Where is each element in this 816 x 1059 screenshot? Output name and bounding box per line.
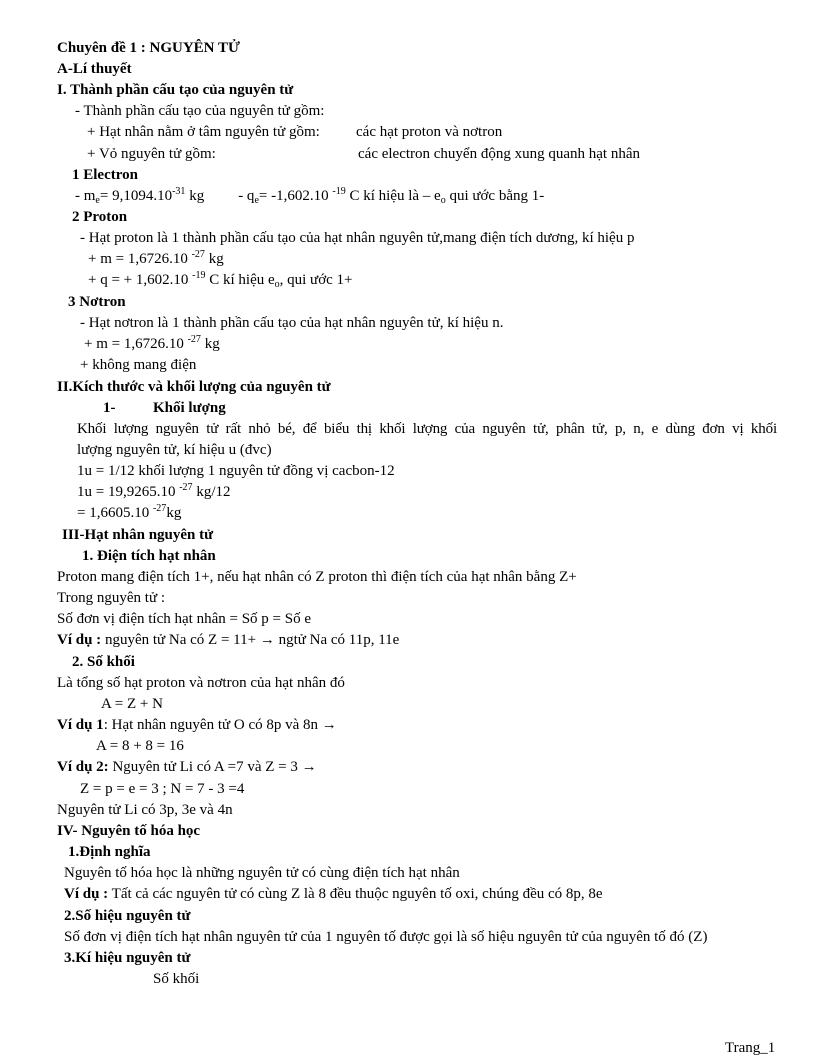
formula-line: A = Z + N: [101, 696, 163, 712]
text-line: Nguyên tử Li có 3p, 3e và 4n: [57, 802, 233, 818]
subheading-neutron: 3 Nơtron: [68, 294, 126, 310]
text-line: Số đơn vị điện tích hạt nhân = Số p = Số e: [57, 611, 312, 627]
example-line: Ví dụ : nguyên tử Na có Z = 11+ → ngtử Na có 11p, 11e: [57, 632, 400, 648]
arrow-icon: →: [259, 632, 275, 648]
electron-properties-line: - $m_e= 9,1094.10^{-31}$ kg - $q_e= -1,602.10$ $^{-19}$ C kí hiệu là – $e_o$ qui ước bằng 1-: [75, 186, 545, 206]
text-line: - Thành phần cấu tạo của nguyên tử gồm:: [75, 103, 325, 119]
subheading-atomic-symbol: 3.Kí hiệu nguyên tử: [64, 950, 191, 966]
subheading-definition: 1.Định nghĩa: [68, 844, 151, 860]
section-iii-heading: III-Hạt nhân nguyên tử: [62, 527, 214, 543]
paragraph-line: Khối lượng nguyên tử rất nhỏ bé, để biểu thị khối lượng của nguyên tử, phân tử, p, n, e dùng đơn vị khối: [77, 421, 777, 437]
text-line: lượng nguyên tử, kí hiệu u (đvc): [77, 442, 272, 458]
text-line: + Vỏ nguyên tử gồm:: [87, 146, 216, 162]
section-i-heading: I. Thành phần cấu tạo của nguyên tử: [57, 82, 294, 98]
text-line: Nguyên tố hóa học là những nguyên tử có cùng điện tích hạt nhân: [64, 865, 460, 881]
section-ii-heading: II.Kích thước và khối lượng của nguyên tử: [57, 379, 331, 395]
text-line: - Hạt nơtron là 1 thành phần cấu tạo của hạt nhân nguyên tử, kí hiệu n.: [80, 315, 504, 331]
chapter-title: Chuyên đề 1 : NGUYÊN TỬ: [57, 40, 240, 56]
subheading-mass: Khối lượng: [153, 400, 226, 416]
example-1-line: Ví dụ 1: Hạt nhân nguyên tử O có 8p và 8n →: [57, 717, 337, 733]
subheading-atomic-number: 2.Số hiệu nguyên tử: [64, 908, 191, 924]
text-line: + Hạt nhân nằm ở tâm nguyên tử gồm:: [87, 124, 320, 140]
section-iv-heading: IV- Nguyên tố hóa học: [57, 823, 201, 839]
formula-line: Z = p = e = 3 ; N = 7 - 3 =4: [80, 781, 245, 797]
subheading-nuclear-charge: 1. Điện tích hạt nhân: [82, 548, 216, 564]
subheading-electron: 1 Electron: [72, 167, 138, 183]
text-line: Proton mang điện tích 1+, nếu hạt nhân có Z proton thì điện tích của hạt nhân bằng Z+: [57, 569, 577, 585]
example-line: Ví dụ : Tất cả các nguyên tử có cùng Z là 8 đều thuộc nguyên tố oxi, chúng đều có 8p, 8e: [64, 886, 603, 902]
text-line: - Hạt proton là 1 thành phần cấu tạo của hạt nhân nguyên tử,mang điện tích dương, kí hiệu p: [80, 230, 635, 246]
subheading-proton: 2 Proton: [72, 209, 128, 225]
subheading-number: 1-: [103, 400, 116, 416]
proton-mass-line: + m = 1,6726.10 $^{-27}$ kg: [88, 249, 224, 267]
proton-charge-line: + q = + 1,602.10 $^{-19}$ C kí hiệu $e_o$, qui ước 1+: [88, 270, 353, 290]
text-line: 1u = 1/12 khối lượng 1 nguyên tử đồng vị cacbon-12: [77, 463, 395, 479]
page-footer: Trang_1: [725, 1040, 776, 1056]
atomic-mass-unit-line: 1u = 19,9265.10 $^{-27}$ kg/12: [77, 482, 231, 500]
subheading-mass-number: 2. Số khối: [72, 654, 135, 670]
section-a-heading: A-Lí thuyết: [57, 61, 132, 77]
example-2-line: Ví dụ 2: Nguyên tử Li có A =7 và Z = 3 →: [57, 759, 317, 775]
text-line: Số đơn vị điện tích hạt nhân nguyên tử của 1 nguyên tố được gọi là số hiệu nguyên tử của nguyên tố đó (Z): [64, 929, 708, 945]
text-line: + không mang điện: [80, 357, 197, 373]
atomic-mass-unit-value: = 1,6605.10 $^{-27}$kg: [77, 503, 182, 521]
text-line: các electron chuyển động xung quanh hạt nhân: [358, 146, 640, 162]
text-line: Là tổng số hạt proton và nơtron của hạt nhân đó: [57, 675, 345, 691]
text-line: Số khối: [153, 971, 200, 987]
text-line: các hạt proton và nơtron: [356, 124, 503, 140]
neutron-mass-line: + m = 1,6726.10 $^{-27}$ kg: [84, 334, 220, 352]
text-line: Trong nguyên tử :: [57, 590, 166, 606]
formula-line: A = 8 + 8 = 16: [96, 738, 184, 754]
